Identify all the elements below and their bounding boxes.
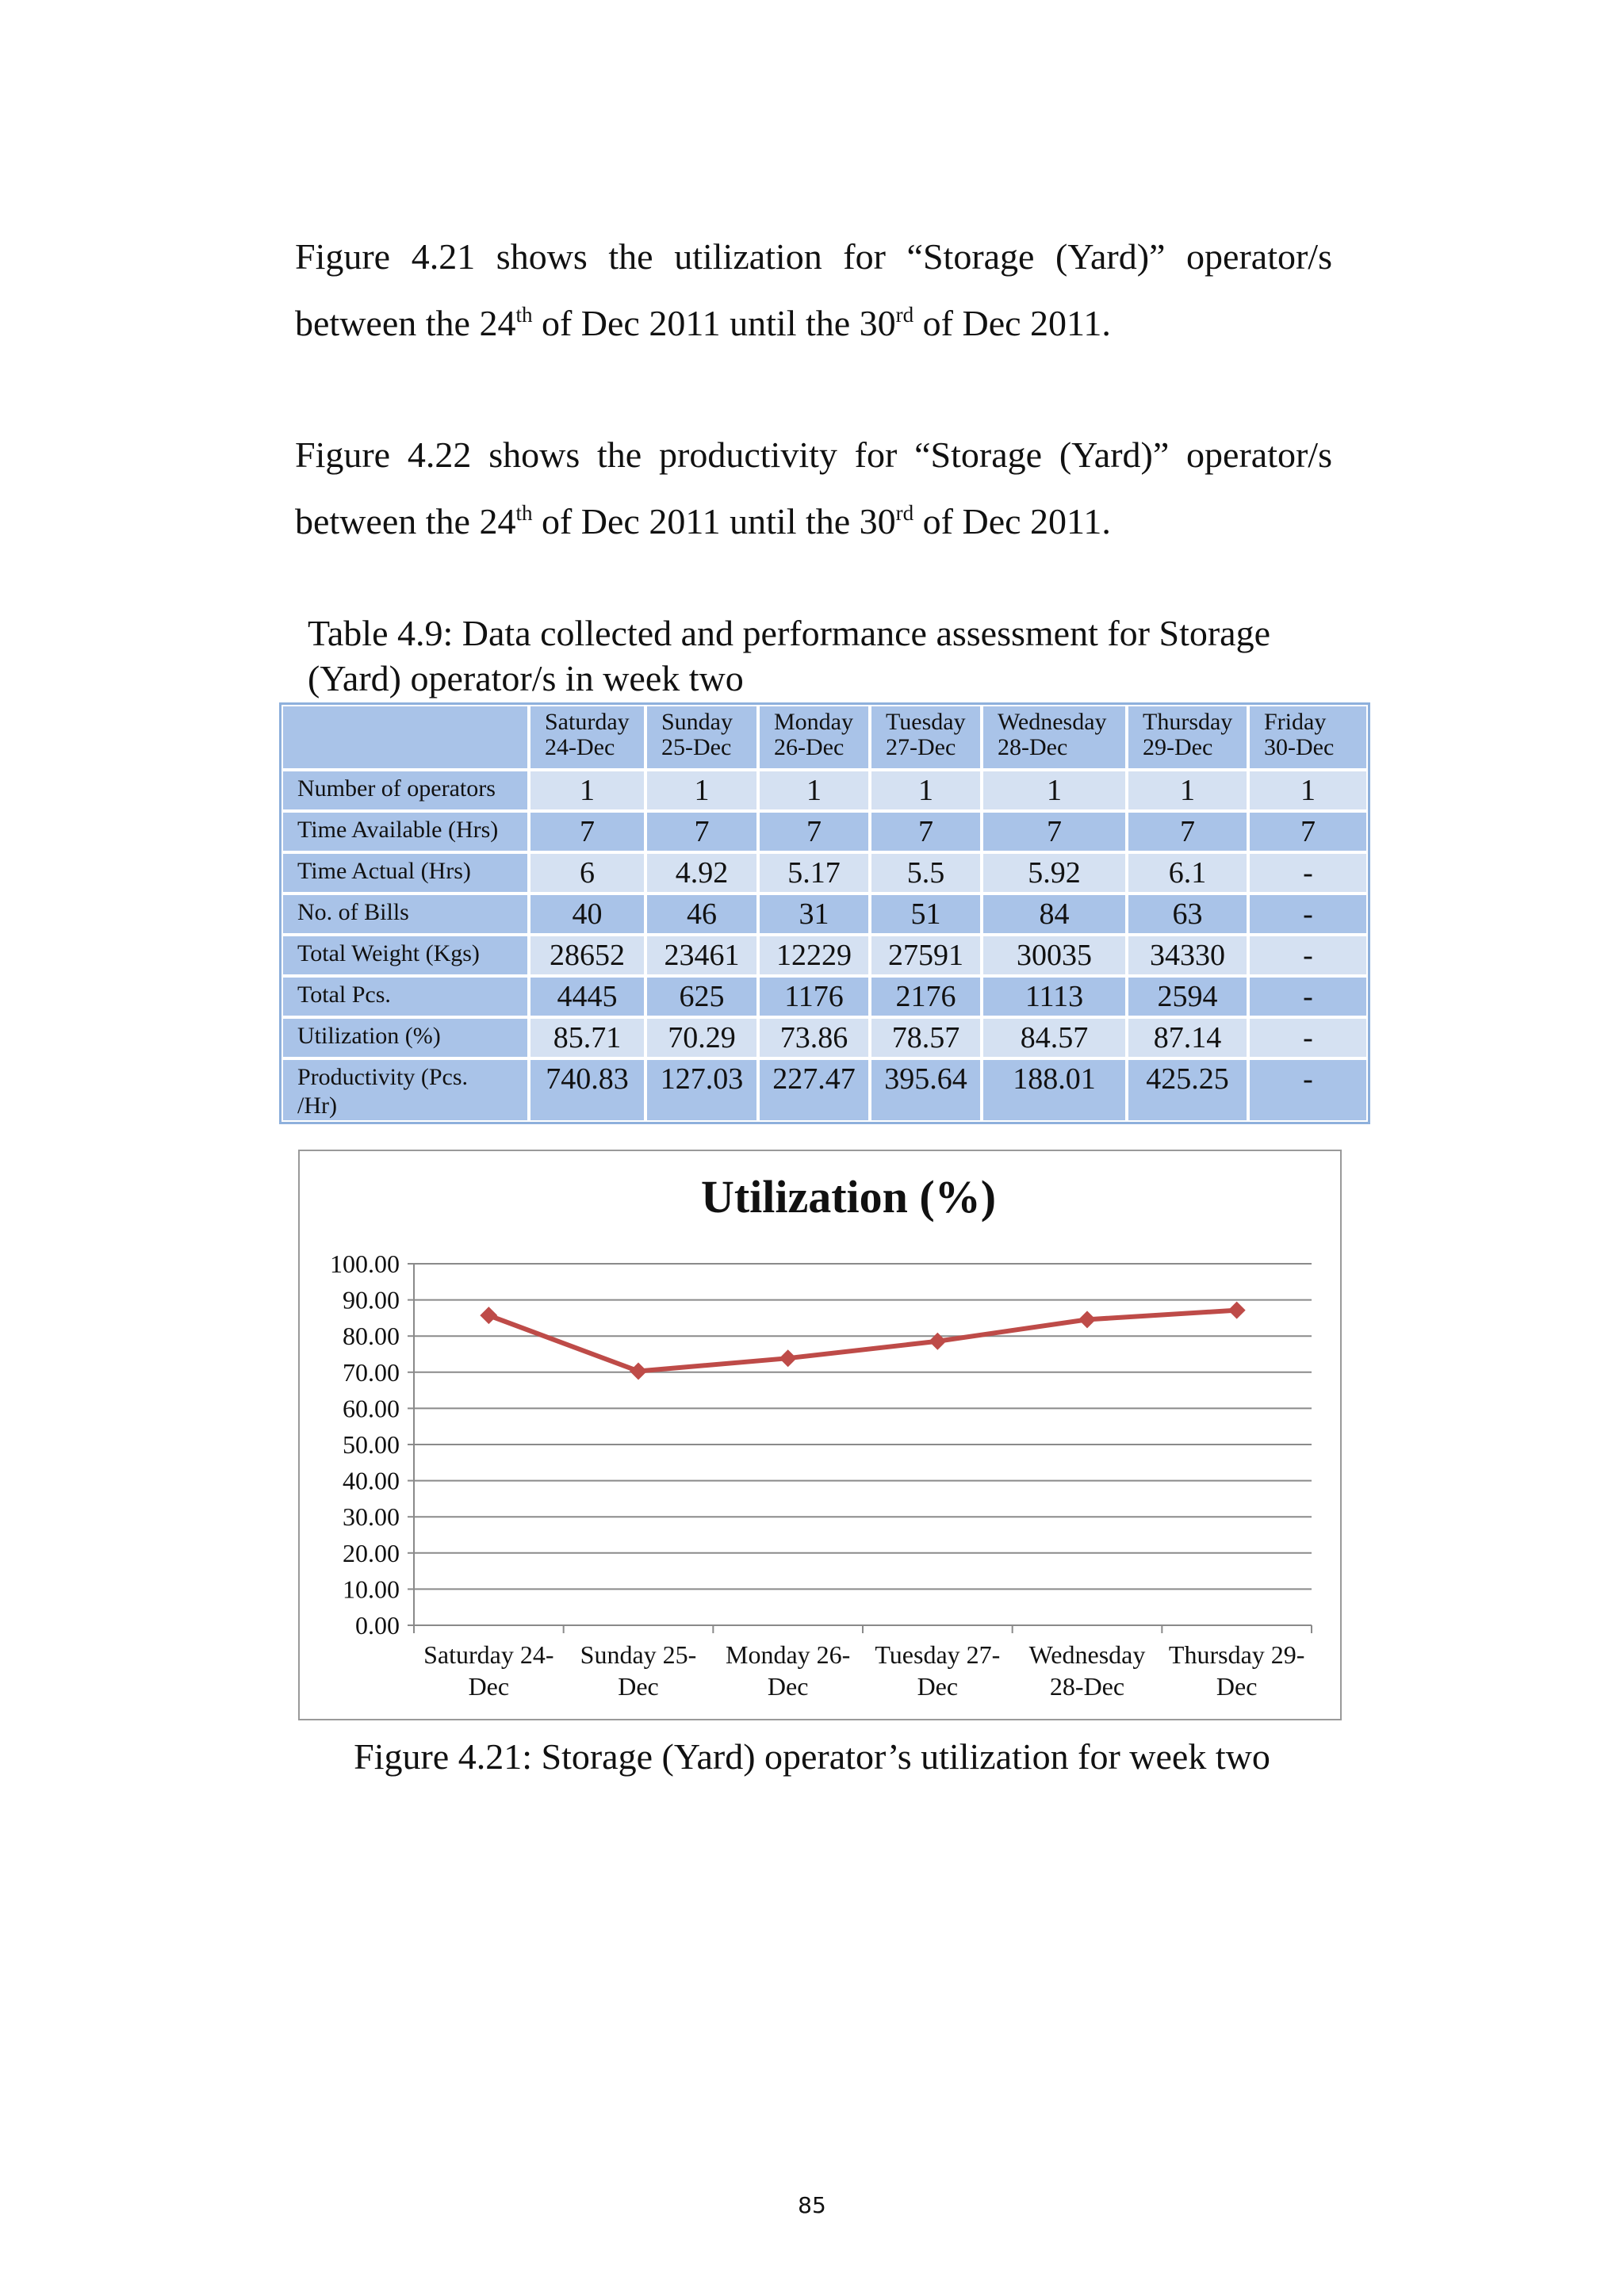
text-run: of Dec 2011. <box>914 501 1111 541</box>
table-cell: 12229 <box>758 935 870 976</box>
text-run: between the 24 <box>295 303 516 343</box>
table-cell: 70.29 <box>645 1017 758 1058</box>
column-header: Wednesday 28-Dec <box>982 705 1127 770</box>
x-tick-label: 28-Dec <box>1049 1672 1125 1701</box>
table-cell: 1 <box>1127 770 1248 811</box>
table-cell: - <box>1248 1058 1368 1122</box>
x-tick-label: Sunday 25- <box>580 1640 697 1669</box>
column-header: Saturday 24-Dec <box>529 705 645 770</box>
superscript: rd <box>895 303 914 327</box>
table-cell: 1 <box>645 770 758 811</box>
column-header: Friday 30-Dec <box>1248 705 1368 770</box>
row-label: Total Weight (Kgs) <box>282 935 529 976</box>
figure-caption: Figure 4.21: Storage (Yard) operator’s utilization for week two <box>354 1736 1270 1777</box>
x-tick-label: Monday 26- <box>726 1640 851 1669</box>
text-run: of Dec 2011. <box>914 303 1111 343</box>
table-cell: 7 <box>870 811 982 852</box>
y-tick-label: 80.00 <box>343 1322 400 1351</box>
table-cell: 34330 <box>1127 935 1248 976</box>
table-row <box>282 894 1368 935</box>
table-cell: 28652 <box>529 935 645 976</box>
x-tick-label: Wednesday <box>1028 1640 1146 1669</box>
row-label: Utilization (%) <box>282 1017 529 1058</box>
table-cell: 6.1 <box>1127 852 1248 894</box>
table-cell: 73.86 <box>758 1017 870 1058</box>
table-cell: 7 <box>1127 811 1248 852</box>
table-cell: 1113 <box>982 976 1127 1017</box>
table-cell: 51 <box>870 894 982 935</box>
column-header: Sunday 25-Dec <box>645 705 758 770</box>
table-cell: - <box>1248 894 1368 935</box>
table-row <box>282 1017 1368 1058</box>
row-label: Productivity (Pcs. /Hr) <box>282 1058 529 1122</box>
column-header: Monday 26-Dec <box>758 705 870 770</box>
table-cell: 2594 <box>1127 976 1248 1017</box>
table-cell: 188.01 <box>982 1058 1127 1122</box>
table-cell: 40 <box>529 894 645 935</box>
table-cell: 5.17 <box>758 852 870 894</box>
table-cell: 227.47 <box>758 1058 870 1122</box>
table-cell: 85.71 <box>529 1017 645 1058</box>
x-tick-label: Saturday 24- <box>423 1640 554 1669</box>
y-tick-label: 30.00 <box>343 1502 400 1532</box>
chart-title: Utilization (%) <box>700 1171 997 1223</box>
row-label: Time Available (Hrs) <box>282 811 529 852</box>
table-cell: 5.92 <box>982 852 1127 894</box>
table-cell: 7 <box>982 811 1127 852</box>
table-cell: 425.25 <box>1127 1058 1248 1122</box>
y-tick-label: 10.00 <box>343 1575 400 1604</box>
table-cell: - <box>1248 935 1368 976</box>
table-cell: 46 <box>645 894 758 935</box>
table-row <box>282 1058 1368 1122</box>
y-tick-label: 40.00 <box>343 1466 400 1495</box>
paragraph-figure-4-22 <box>295 422 1332 555</box>
table-cell: 84 <box>982 894 1127 935</box>
data-point-marker <box>1228 1302 1246 1319</box>
chart-svg <box>300 1151 1340 1719</box>
table-header-row <box>282 705 1368 770</box>
table-row <box>282 811 1368 852</box>
table-cell: 78.57 <box>870 1017 982 1058</box>
text-run: between the 24 <box>295 501 516 541</box>
paragraph-line: Figure 4.21 shows the utilization for “Storage (Yard)” operator/s <box>295 236 1332 277</box>
y-tick-label: 60.00 <box>343 1394 400 1423</box>
table-cell: 2176 <box>870 976 982 1017</box>
table-cell: 7 <box>529 811 645 852</box>
data-table <box>279 702 1370 1124</box>
table-cell: 1 <box>1248 770 1368 811</box>
table-cell: 1 <box>758 770 870 811</box>
paragraph-line <box>295 290 1332 357</box>
table-cell: 1 <box>982 770 1127 811</box>
table-cell: 395.64 <box>870 1058 982 1122</box>
data-point-marker <box>779 1349 797 1367</box>
table-cell: 63 <box>1127 894 1248 935</box>
superscript: th <box>515 501 533 525</box>
table-cell: - <box>1248 1017 1368 1058</box>
row-label: Number of operators <box>282 770 529 811</box>
x-tick-label: Tuesday 27- <box>875 1640 1001 1669</box>
text-run: of Dec 2011 until the 30 <box>532 303 896 343</box>
data-point-marker <box>480 1307 497 1324</box>
y-tick-label: 100.00 <box>330 1249 400 1278</box>
table-row <box>282 935 1368 976</box>
table-cell: 6 <box>529 852 645 894</box>
table-cell: 31 <box>758 894 870 935</box>
paragraph-line: Figure 4.22 shows the productivity for “Storage (Yard)” operator/s <box>295 434 1332 475</box>
table-cell: 30035 <box>982 935 1127 976</box>
table-cell: 1 <box>529 770 645 811</box>
table-cell: 4445 <box>529 976 645 1017</box>
y-tick-label: 90.00 <box>343 1285 400 1314</box>
table-cell: 7 <box>758 811 870 852</box>
table-cell: 27591 <box>870 935 982 976</box>
table-cell: - <box>1248 852 1368 894</box>
table-cell: 7 <box>645 811 758 852</box>
x-tick-label: Dec <box>468 1672 510 1701</box>
table-cell: - <box>1248 976 1368 1017</box>
column-header: Thursday 29-Dec <box>1127 705 1248 770</box>
table-caption-line: Table 4.9: Data collected and performance assessment for Storage <box>308 613 1271 653</box>
y-tick-label: 50.00 <box>343 1430 400 1459</box>
table-caption <box>308 610 1354 701</box>
page-number: 85 <box>798 2192 826 2218</box>
x-tick-label: Thursday 29- <box>1168 1640 1305 1669</box>
row-label: Total Pcs. <box>282 976 529 1017</box>
superscript: rd <box>895 501 914 525</box>
table-cell: 87.14 <box>1127 1017 1248 1058</box>
column-header: Tuesday 27-Dec <box>870 705 982 770</box>
table-cell: 625 <box>645 976 758 1017</box>
series-line <box>488 1311 1236 1372</box>
paragraph-figure-4-21 <box>295 224 1332 357</box>
table-cell: 127.03 <box>645 1058 758 1122</box>
table-cell: 1176 <box>758 976 870 1017</box>
table-corner-cell <box>282 705 529 770</box>
table-row <box>282 976 1368 1017</box>
superscript: th <box>515 303 533 327</box>
table-row <box>282 770 1368 811</box>
paragraph-line <box>295 488 1332 555</box>
table-caption-line: (Yard) operator/s in week two <box>308 658 744 698</box>
table-cell: 1 <box>870 770 982 811</box>
table-cell: 23461 <box>645 935 758 976</box>
table-cell: 5.5 <box>870 852 982 894</box>
x-tick-label: Dec <box>767 1672 809 1701</box>
y-tick-label: 0.00 <box>355 1611 400 1640</box>
table-row <box>282 852 1368 894</box>
data-point-marker <box>1078 1311 1096 1328</box>
utilization-chart <box>298 1150 1342 1720</box>
data-point-marker <box>929 1333 946 1350</box>
table-cell: 4.92 <box>645 852 758 894</box>
y-tick-label: 70.00 <box>343 1357 400 1387</box>
table-cell: 740.83 <box>529 1058 645 1122</box>
x-tick-label: Dec <box>618 1672 659 1701</box>
data-point-marker <box>630 1362 647 1380</box>
table-cell: 7 <box>1248 811 1368 852</box>
row-label: Time Actual (Hrs) <box>282 852 529 894</box>
table-cell: 84.57 <box>982 1017 1127 1058</box>
x-tick-label: Dec <box>1216 1672 1258 1701</box>
y-tick-label: 20.00 <box>343 1538 400 1567</box>
row-label: No. of Bills <box>282 894 529 935</box>
x-tick-label: Dec <box>917 1672 959 1701</box>
text-run: of Dec 2011 until the 30 <box>532 501 896 541</box>
